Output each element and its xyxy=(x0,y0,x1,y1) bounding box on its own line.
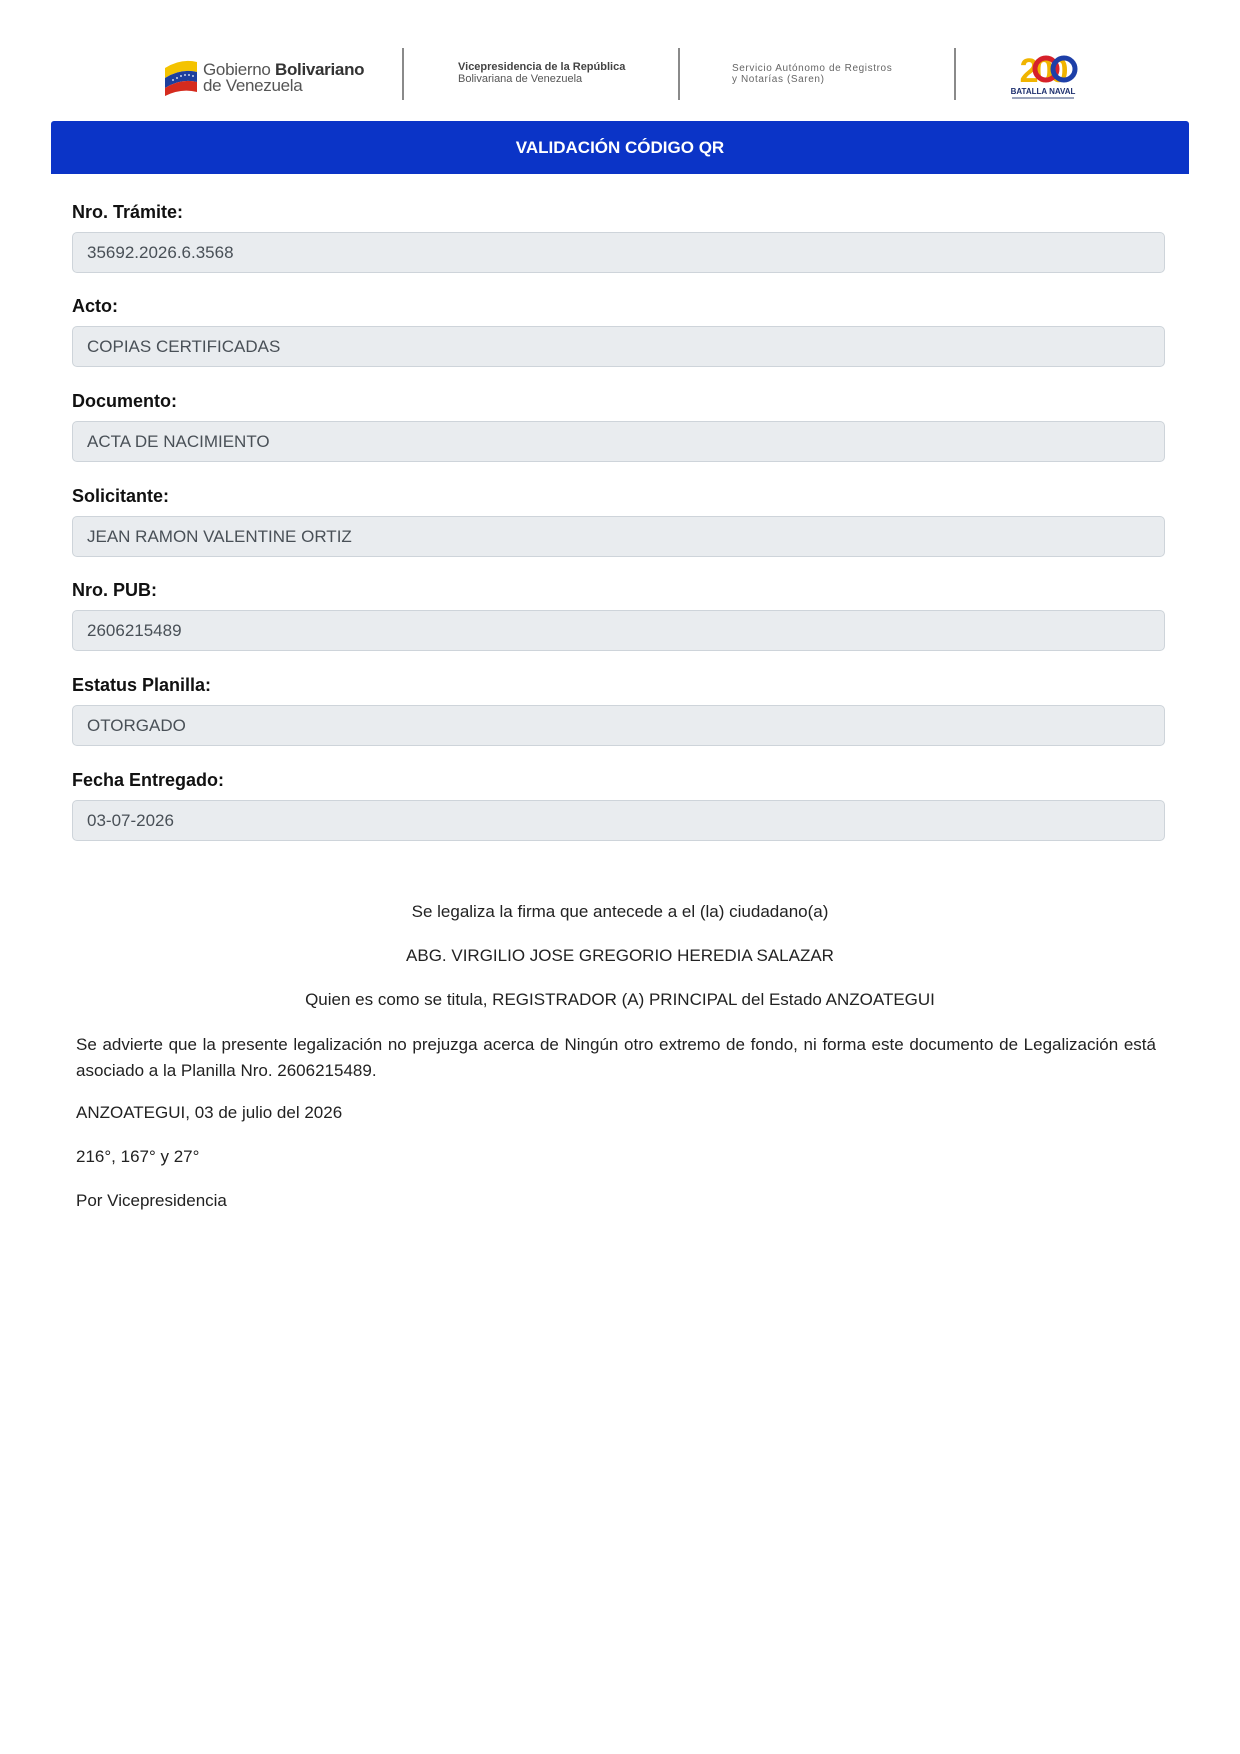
field-label-pub: Nro. PUB: xyxy=(72,580,157,600)
header-divider xyxy=(402,48,404,100)
field-value-solicitante: JEAN RAMON VALENTINE ORTIZ xyxy=(72,516,1165,557)
logo-200-number: 200 xyxy=(1019,52,1065,90)
legal-line-3: Quien es como se titula, REGISTRADOR (A) PRINCIPAL del Estado ANZOATEGUI xyxy=(305,990,935,1009)
vice-line-1: Vicepresidencia de la República xyxy=(458,61,626,73)
field-value-tramite: 35692.2026.6.3568 xyxy=(72,232,1165,273)
gobierno-bolivariano-logo xyxy=(163,52,373,102)
header xyxy=(0,0,1240,120)
banner-title: VALIDACIÓN CÓDIGO QR xyxy=(515,137,725,157)
venezuela-flag-icon xyxy=(163,56,199,96)
saren-line-1: Servicio Autónomo de Registros xyxy=(732,63,893,74)
batalla-naval-text: BATALLA NAVAL xyxy=(1010,87,1076,96)
signer: Por Vicepresidencia xyxy=(76,1191,227,1210)
header-divider xyxy=(954,48,956,100)
field-value-fecha: 03-07-2026 xyxy=(72,800,1165,841)
gobierno-text xyxy=(203,62,364,94)
years: 216°, 167° y 27° xyxy=(76,1147,200,1166)
de-venezuela-word: de Venezuela xyxy=(203,76,303,95)
legal-paragraph: Se advierte que la presente legalización no prejuzga acerca de Ningún otro extremo de fondo, ni forma este documento de Legalización está asociado a la Planilla Nro. 2606215489. xyxy=(76,1035,1156,1080)
field-value-pub: 2606215489 xyxy=(72,610,1165,651)
saren-logo xyxy=(732,63,892,85)
vicepresidencia-logo xyxy=(458,61,625,85)
field-value-estatus: OTORGADO xyxy=(72,705,1165,746)
field-label-tramite: Nro. Trámite: xyxy=(72,202,184,222)
saren-line-2: y Notarías (Saren) xyxy=(732,74,825,85)
field-label-documento: Documento: xyxy=(72,391,177,411)
legal-line-1: Se legaliza la firma que antecede a el (la) ciudadano(a) xyxy=(411,902,829,921)
place-date: ANZOATEGUI, 03 de julio del 2026 xyxy=(76,1103,343,1122)
gobierno-word: Gobierno xyxy=(203,60,275,79)
bolivariano-word: Bolivariano xyxy=(274,60,365,79)
vice-line-2: Bolivariana de Venezuela xyxy=(458,73,583,85)
validation-banner xyxy=(51,121,1189,174)
field-label-solicitante: Solicitante: xyxy=(72,486,170,506)
field-value-acto: COPIAS CERTIFICADAS xyxy=(72,326,1165,367)
field-label-estatus: Estatus Planilla: xyxy=(72,675,212,695)
legal-line-2: ABG. VIRGILIO JOSE GREGORIO HEREDIA SALAZAR xyxy=(406,946,834,965)
field-value-documento: ACTA DE NACIMIENTO xyxy=(72,421,1165,462)
field-label-fecha: Fecha Entregado: xyxy=(72,770,225,790)
batalla-naval-200-logo xyxy=(1008,46,1078,102)
field-label-acto: Acto: xyxy=(72,296,118,316)
header-divider xyxy=(678,48,680,100)
